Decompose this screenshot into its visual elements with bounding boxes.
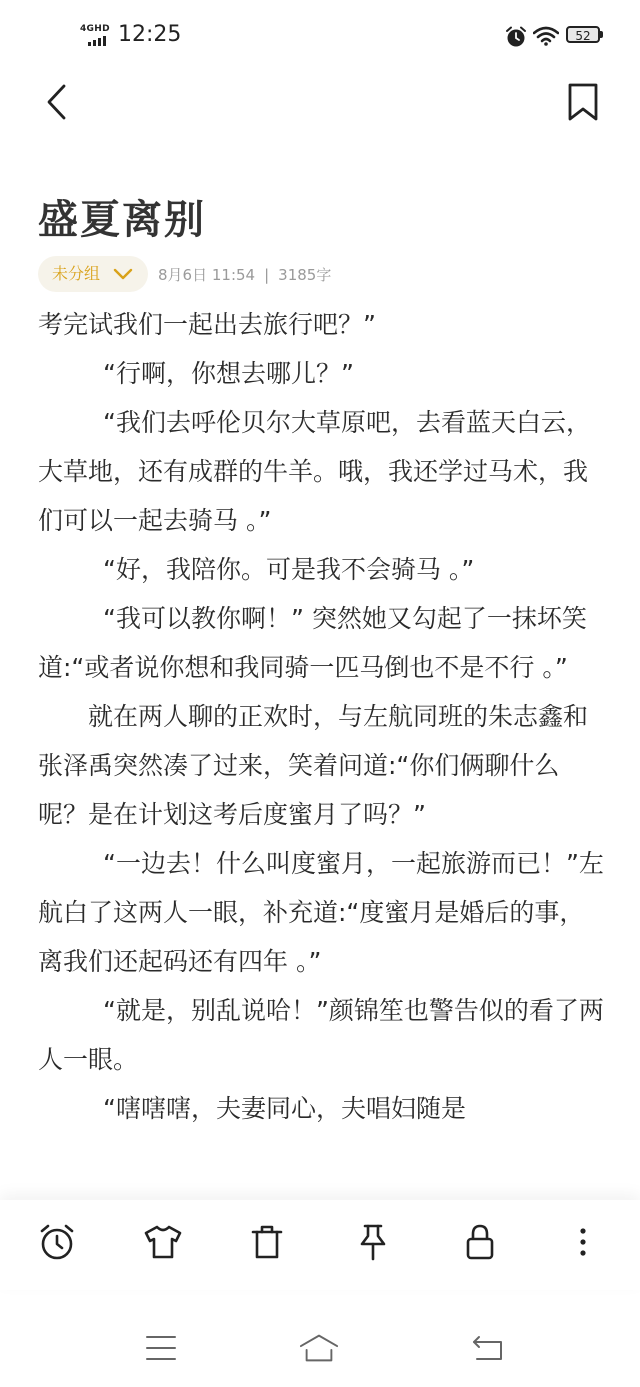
- bookmark-icon: [570, 85, 596, 119]
- menu-icon: [147, 1337, 175, 1359]
- bookmark-button[interactable]: [564, 82, 602, 122]
- note-body[interactable]: [38, 300, 608, 1200]
- trash-icon: [253, 1227, 281, 1257]
- home-icon: [301, 1336, 337, 1361]
- word-count: 3185字: [278, 266, 332, 284]
- nav-back-button[interactable]: [469, 1332, 509, 1364]
- home-button[interactable]: [299, 1332, 339, 1364]
- status-bar: [0, 0, 640, 70]
- note-date: 8月6日 11:54: [158, 266, 256, 284]
- battery-level: 52: [575, 29, 591, 43]
- wifi-icon: [533, 26, 559, 46]
- battery-tip: [600, 31, 603, 38]
- lock-icon: [468, 1226, 492, 1258]
- chevron-down-icon: [112, 266, 134, 282]
- note-title[interactable]: 盛夏离别: [38, 197, 206, 243]
- pin-button[interactable]: [353, 1222, 393, 1262]
- network-type: 4GHD: [80, 24, 110, 34]
- meta-separator: |: [264, 266, 270, 284]
- alarm-status-icon: [505, 26, 527, 48]
- lock-button[interactable]: [460, 1222, 500, 1262]
- paragraph: 考完试我们一起出去旅行吧？”: [38, 310, 376, 339]
- chevron-left-icon: [49, 86, 64, 118]
- back-button[interactable]: [40, 82, 76, 122]
- battery-icon: [566, 26, 600, 43]
- note-meta: [158, 264, 331, 285]
- status-time: 12:25: [118, 22, 182, 47]
- paragraph: “好，我陪你。可是我不会骑马 。”: [103, 555, 475, 584]
- more-vertical-icon: [580, 1228, 585, 1255]
- paragraph: “一边去！什么叫度蜜月，一起旅游而已！”左航白了这两人一眼，补充道:“度蜜月是婚后的事，离我们还起码还有四年 。”: [38, 849, 604, 976]
- reminder-button[interactable]: [37, 1222, 77, 1262]
- note-toolbar: [0, 1200, 640, 1290]
- group-label: 未分组: [52, 264, 101, 283]
- paragraph: “嗐嗐嗐，夫妻同心，夫唱妇随是: [103, 1094, 466, 1123]
- paragraph: 就在两人聊的正欢时，与左航同班的朱志鑫和张泽禹突然凑了过来，笑着问道:“你们俩聊什么呢？是在计划这考后度蜜月了吗？”: [38, 702, 589, 829]
- more-button[interactable]: [563, 1222, 603, 1262]
- back-icon: [474, 1337, 501, 1359]
- delete-button[interactable]: [247, 1222, 287, 1262]
- paragraph: “就是，别乱说哈！”颜锦笙也警告似的看了两人一眼。: [38, 996, 604, 1074]
- pin-icon: [362, 1226, 384, 1259]
- signal-icon: [80, 24, 114, 48]
- paragraph: “行啊，你想去哪儿？”: [103, 359, 354, 388]
- theme-button[interactable]: [143, 1222, 183, 1262]
- paragraph: “我们去呼伦贝尔大草原吧，去看蓝天白云，大草地，还有成群的牛羊。哦，我还学过马术，我们可以一起去骑马 。”: [38, 408, 591, 535]
- group-selector[interactable]: [38, 256, 148, 292]
- alarm-icon: [42, 1226, 72, 1258]
- shirt-icon: [146, 1227, 180, 1257]
- system-nav-bar: [0, 1300, 640, 1387]
- paragraph: “我可以教你啊！” 突然她又勾起了一抹坏笑道:“或者说你想和我同骑一匹马倒也不是不行 。”: [38, 604, 587, 682]
- recents-button[interactable]: [141, 1332, 181, 1364]
